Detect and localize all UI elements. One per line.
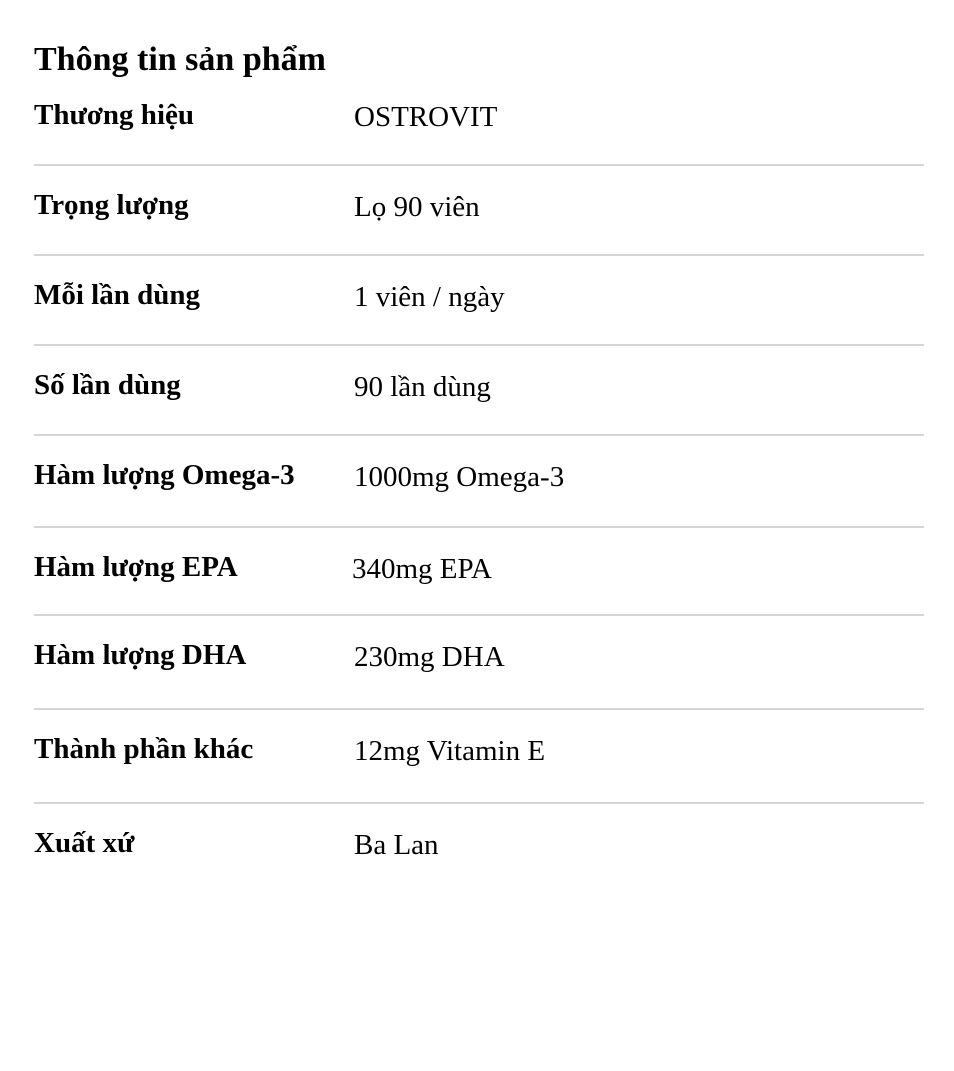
spec-value-weight: Lọ 90 viên [354, 191, 480, 223]
spec-label-dose: Mỗi lần dùng [34, 279, 200, 311]
spec-label-epa: Hàm lượng EPA [34, 551, 238, 583]
row-divider [34, 164, 924, 166]
row-divider [34, 614, 924, 616]
spec-value-dose: 1 viên / ngày [354, 281, 505, 313]
spec-value-omega3: 1000mg Omega-3 [354, 461, 565, 493]
spec-label-servings: Số lần dùng [34, 369, 181, 401]
row-divider [34, 708, 924, 710]
row-divider [34, 434, 924, 436]
section-title: Thông tin sản phẩm [34, 41, 326, 78]
spec-value-other-ingredients: 12mg Vitamin E [354, 735, 546, 767]
spec-value-origin: Ba Lan [354, 829, 439, 861]
spec-label-omega3: Hàm lượng Omega-3 [34, 459, 295, 491]
spec-label-dha: Hàm lượng DHA [34, 639, 247, 671]
spec-label-brand: Thương hiệu [34, 99, 194, 131]
spec-label-other-ingredients: Thành phần khác [34, 733, 254, 765]
spec-label-weight: Trọng lượng [34, 189, 189, 221]
row-divider [34, 254, 924, 256]
spec-value-brand: OSTROVIT [354, 101, 498, 133]
spec-value-servings: 90 lần dùng [354, 371, 491, 403]
row-divider [34, 526, 924, 528]
spec-label-origin: Xuất xứ [34, 827, 135, 859]
row-divider [34, 344, 924, 346]
row-divider [34, 802, 924, 804]
spec-value-dha: 230mg DHA [354, 641, 505, 673]
spec-value-epa: 340mg EPA [352, 553, 492, 585]
